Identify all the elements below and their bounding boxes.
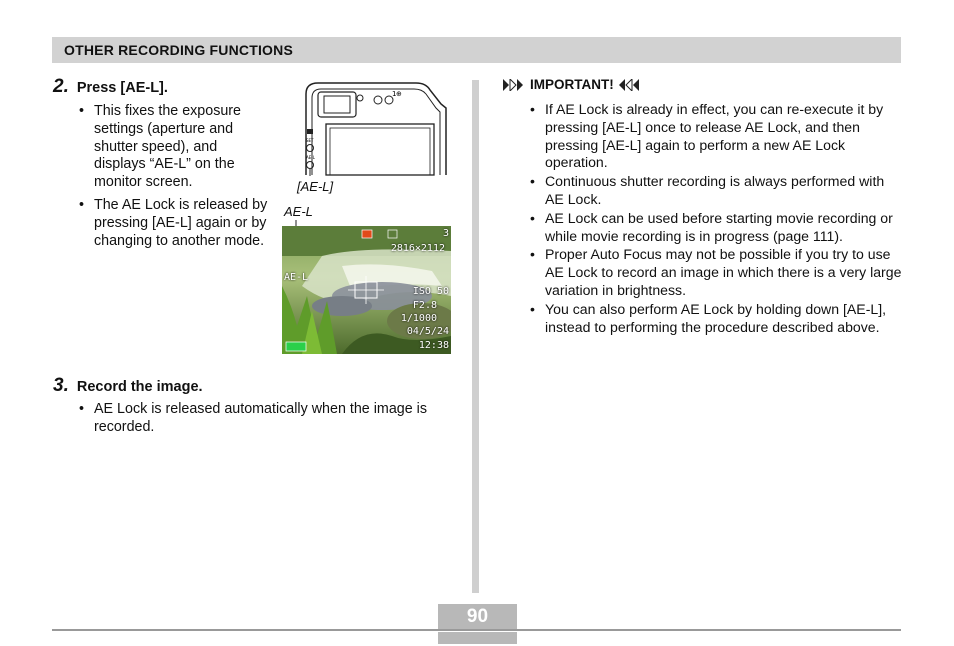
camera-back-illustration (296, 80, 454, 176)
important-heading (503, 77, 641, 92)
list-item: • AE Lock can be used before starting movie recording or while movie recording is in progress (page 111). (530, 210, 906, 246)
shutter-value: 1/1000 (400, 313, 437, 324)
page-number-box (438, 604, 517, 644)
time-value: 12:38 (418, 340, 449, 351)
image-size: 2816×2112 (390, 243, 445, 254)
list-item: • You can also perform AE Lock by holding down [AE-L], instead to performing the procedure described above. (530, 301, 906, 337)
svg-text:AE-L: AE-L (306, 155, 315, 160)
list-item: • This fixes the exposure settings (aperture and shutter speed), and displays “AE-L” on the monitor screen. (79, 103, 271, 192)
svg-text:SET: SET (306, 138, 314, 143)
section-header (52, 37, 901, 63)
list-item: • AE Lock is released automatically when the image is recorded. (79, 401, 454, 437)
ae-l-display-caption: AE-L (284, 204, 313, 219)
page-number: 90 (438, 604, 517, 629)
step-number: 3. (53, 375, 69, 396)
step-title: Press [AE-L]. (76, 80, 168, 96)
step-title: Record the image. (76, 379, 203, 395)
step-2-bullets (79, 103, 271, 255)
date-value: 04/5/24 (406, 326, 449, 337)
svg-text:1: 1 (392, 90, 397, 98)
iso-value: ISO 50 (412, 286, 449, 297)
step-2-heading (53, 76, 168, 98)
aperture-value: F2.8 (412, 300, 437, 311)
section-title: OTHER RECORDING FUNCTIONS (64, 42, 293, 58)
list-item: • If AE Lock is already in effect, you can re-execute it by pressing [AE-L] once to release AE Lock, and then pressing [AE-L] again to perform a new AE Lock operation. (530, 101, 906, 172)
step-3-bullets (79, 401, 454, 442)
ae-l-button-caption: [AE-L] (297, 179, 334, 194)
monitor-screen-image (282, 226, 451, 354)
list-item: • Proper Auto Focus may not be possible if you try to use AE Lock to record an image in which there is a very large variation in brightness. (530, 246, 906, 299)
column-divider (472, 80, 479, 593)
page-number-tab (438, 632, 517, 644)
step-3-heading (53, 375, 203, 397)
svg-text:⊕: ⊕ (396, 90, 402, 98)
list-item: • Continuous shutter recording is always performed with AE Lock. (530, 173, 906, 209)
step-number: 2. (53, 76, 69, 97)
arrow-right-icon (503, 79, 525, 91)
ae-l-indicator: AE-L (284, 272, 309, 283)
important-label: IMPORTANT! (530, 77, 614, 92)
list-item: • The AE Lock is released by pressing [AE-L] again or by changing to another mode. (79, 197, 271, 250)
shot-count: 3 (442, 228, 449, 239)
arrow-left-icon (619, 79, 641, 91)
important-bullets (530, 101, 906, 337)
